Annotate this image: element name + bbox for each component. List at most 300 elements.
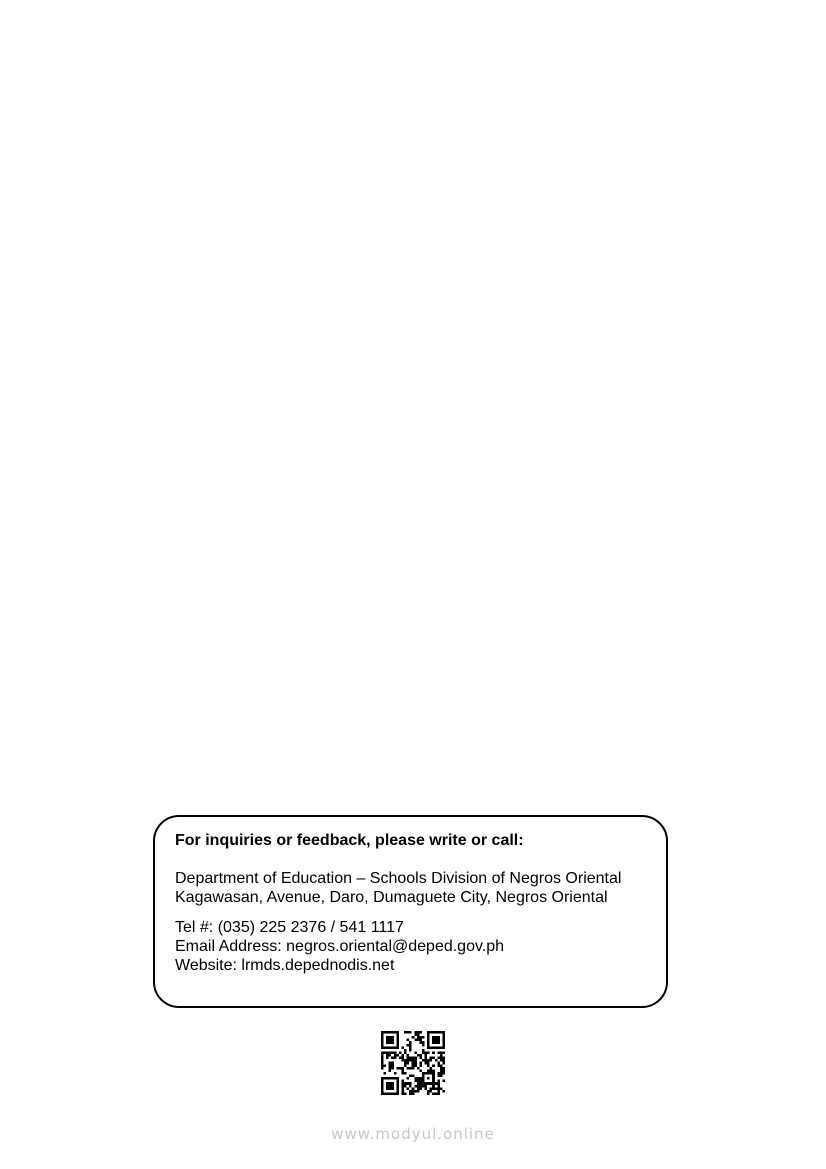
- qr-module: [381, 1080, 384, 1083]
- qr-module: [396, 1046, 399, 1049]
- qr-module: [404, 1059, 407, 1062]
- qr-module: [412, 1067, 415, 1070]
- qr-module: [391, 1039, 394, 1042]
- qr-module: [396, 1090, 399, 1093]
- qr-module: [409, 1049, 412, 1052]
- qr-module: [419, 1054, 422, 1057]
- qr-module: [422, 1059, 425, 1062]
- qr-module: [384, 1077, 387, 1080]
- qr-module: [437, 1051, 440, 1054]
- qr-module: [442, 1034, 445, 1037]
- qr-module: [389, 1064, 392, 1067]
- qr-module: [430, 1082, 433, 1085]
- qr-module: [435, 1092, 438, 1095]
- qr-module: [437, 1064, 440, 1067]
- qr-module: [440, 1051, 443, 1054]
- qr-module: [386, 1054, 389, 1057]
- qr-module: [412, 1087, 415, 1090]
- qr-module: [386, 1051, 389, 1054]
- qr-module: [412, 1057, 415, 1060]
- qr-module: [407, 1087, 410, 1090]
- qr-module: [425, 1057, 428, 1060]
- qr-module: [396, 1034, 399, 1037]
- qr-module: [412, 1075, 415, 1078]
- qr-module: [381, 1085, 384, 1088]
- qr-module: [401, 1080, 404, 1083]
- qr-module: [427, 1059, 430, 1062]
- qr-module: [442, 1046, 445, 1049]
- qr-module: [386, 1082, 389, 1085]
- qr-module: [419, 1069, 422, 1072]
- qr-module: [394, 1072, 397, 1075]
- qr-module: [432, 1064, 435, 1067]
- qr-module: [427, 1034, 430, 1037]
- qr-module: [435, 1059, 438, 1062]
- qr-module: [409, 1082, 412, 1085]
- qr-module: [396, 1067, 399, 1070]
- qr-module: [381, 1092, 384, 1095]
- qr-module: [414, 1090, 417, 1093]
- qr-module: [381, 1039, 384, 1042]
- qr-module: [396, 1085, 399, 1088]
- contact-details: [175, 918, 646, 975]
- qr-module: [432, 1046, 435, 1049]
- qr-module: [437, 1046, 440, 1049]
- qr-module: [437, 1039, 440, 1042]
- qr-module: [394, 1051, 397, 1054]
- qr-module: [381, 1062, 384, 1065]
- qr-module: [396, 1082, 399, 1085]
- qr-module: [391, 1082, 394, 1085]
- qr-module: [389, 1077, 392, 1080]
- qr-module: [422, 1077, 425, 1080]
- qr-module: [435, 1041, 438, 1044]
- qr-module: [386, 1031, 389, 1034]
- qr-module: [386, 1036, 389, 1039]
- qr-module: [391, 1062, 394, 1065]
- qr-module: [407, 1031, 410, 1034]
- qr-module: [432, 1092, 435, 1095]
- qr-module: [417, 1054, 420, 1057]
- qr-module: [442, 1036, 445, 1039]
- qr-module: [440, 1046, 443, 1049]
- qr-module: [401, 1059, 404, 1062]
- qr-module: [396, 1092, 399, 1095]
- qr-module: [409, 1041, 412, 1044]
- qr-module: [417, 1039, 420, 1042]
- qr-module: [389, 1046, 392, 1049]
- qr-module: [419, 1087, 422, 1090]
- qr-module: [409, 1044, 412, 1047]
- qr-module: [401, 1090, 404, 1093]
- office-name: Department of Education – Schools Division of Negros Oriental: [175, 870, 622, 887]
- qr-module: [430, 1072, 433, 1075]
- qr-module: [417, 1080, 420, 1083]
- qr-module: [381, 1064, 384, 1067]
- qr-module: [437, 1062, 440, 1065]
- qr-module: [404, 1082, 407, 1085]
- qr-module: [396, 1031, 399, 1034]
- qr-module: [401, 1082, 404, 1085]
- qr-module: [419, 1031, 422, 1034]
- qr-module: [417, 1087, 420, 1090]
- qr-module: [430, 1069, 433, 1072]
- qr-module: [432, 1072, 435, 1075]
- qr-module: [389, 1031, 392, 1034]
- qr-module: [419, 1041, 422, 1044]
- qr-module: [440, 1067, 443, 1070]
- qr-module: [432, 1036, 435, 1039]
- qr-module: [432, 1041, 435, 1044]
- qr-module: [425, 1059, 428, 1062]
- qr-module: [412, 1064, 415, 1067]
- qr-module: [407, 1054, 410, 1057]
- qr-module: [396, 1041, 399, 1044]
- qr-module: [440, 1075, 443, 1078]
- qr-module: [384, 1092, 387, 1095]
- qr-module: [407, 1059, 410, 1062]
- qr-module: [432, 1085, 435, 1088]
- qr-module: [407, 1077, 410, 1080]
- qr-module: [425, 1054, 428, 1057]
- office-block: [175, 869, 646, 907]
- qr-module: [419, 1080, 422, 1083]
- qr-module: [396, 1087, 399, 1090]
- qr-module: [422, 1036, 425, 1039]
- qr-module: [437, 1087, 440, 1090]
- qr-module: [389, 1062, 392, 1065]
- qr-module: [430, 1031, 433, 1034]
- qr-module: [407, 1082, 410, 1085]
- qr-module: [419, 1057, 422, 1060]
- qr-module: [381, 1034, 384, 1037]
- qr-module: [381, 1046, 384, 1049]
- qr-module: [427, 1090, 430, 1093]
- qr-module: [432, 1087, 435, 1090]
- qr-module: [432, 1075, 435, 1078]
- website-line: Website: lrmds.depednodis.net: [175, 957, 395, 974]
- qr-module: [381, 1087, 384, 1090]
- qr-module: [396, 1080, 399, 1083]
- qr-module: [430, 1087, 433, 1090]
- qr-module: [440, 1072, 443, 1075]
- qr-module: [437, 1090, 440, 1093]
- qr-module: [432, 1080, 435, 1083]
- qr-module: [417, 1031, 420, 1034]
- qr-module: [391, 1085, 394, 1088]
- qr-module: [440, 1031, 443, 1034]
- qr-module: [412, 1059, 415, 1062]
- qr-module: [386, 1085, 389, 1088]
- contact-heading: For inquiries or feedback, please write or call:: [175, 832, 524, 849]
- qr-module: [437, 1085, 440, 1088]
- qr-module: [442, 1062, 445, 1065]
- telephone-line: Tel #: (035) 225 2376 / 541 1117: [175, 919, 404, 936]
- qr-module: [389, 1054, 392, 1057]
- qr-module: [440, 1057, 443, 1060]
- qr-module: [437, 1041, 440, 1044]
- qr-module: [414, 1051, 417, 1054]
- qr-code-graphic: [381, 1031, 445, 1095]
- qr-module: [442, 1059, 445, 1062]
- qr-module: [381, 1057, 384, 1060]
- qr-module: [404, 1062, 407, 1065]
- qr-module: [442, 1069, 445, 1072]
- qr-module: [430, 1057, 433, 1060]
- qr-module: [404, 1049, 407, 1052]
- qr-module: [425, 1051, 428, 1054]
- qr-module: [422, 1075, 425, 1078]
- qr-module: [381, 1090, 384, 1093]
- qr-module: [427, 1092, 430, 1095]
- qr-module: [414, 1031, 417, 1034]
- qr-module: [419, 1039, 422, 1042]
- qr-module: [401, 1072, 404, 1075]
- qr-module: [391, 1087, 394, 1090]
- qr-module: [381, 1067, 384, 1070]
- office-address: Kagawasan, Avenue, Daro, Dumaguete City, Negros Oriental: [175, 889, 608, 906]
- qr-module: [412, 1090, 415, 1093]
- qr-module: [401, 1092, 404, 1095]
- qr-module: [389, 1067, 392, 1070]
- qr-module: [391, 1077, 394, 1080]
- contact-box: [153, 815, 668, 1008]
- qr-module: [391, 1031, 394, 1034]
- qr-module: [381, 1036, 384, 1039]
- qr-module: [417, 1085, 420, 1088]
- qr-module: [381, 1059, 384, 1062]
- qr-module: [417, 1034, 420, 1037]
- qr-module: [407, 1039, 410, 1042]
- qr-module: [384, 1046, 387, 1049]
- qr-module: [391, 1064, 394, 1067]
- qr-module: [414, 1080, 417, 1083]
- qr-module: [401, 1087, 404, 1090]
- qr-module: [401, 1046, 404, 1049]
- qr-module: [414, 1057, 417, 1060]
- qr-module: [422, 1085, 425, 1088]
- qr-module: [409, 1090, 412, 1093]
- qr-module: [389, 1051, 392, 1054]
- qr-module: [427, 1072, 430, 1075]
- qr-module: [417, 1082, 420, 1085]
- qr-module: [389, 1085, 392, 1088]
- qr-module: [430, 1046, 433, 1049]
- qr-module: [422, 1051, 425, 1054]
- qr-module: [381, 1041, 384, 1044]
- qr-module: [427, 1062, 430, 1065]
- qr-module: [407, 1062, 410, 1065]
- qr-module: [437, 1082, 440, 1085]
- qr-module: [399, 1051, 402, 1054]
- qr-module: [435, 1031, 438, 1034]
- qr-module: [425, 1082, 428, 1085]
- qr-module: [435, 1039, 438, 1042]
- qr-module: [437, 1036, 440, 1039]
- qr-module: [407, 1057, 410, 1060]
- qr-module: [432, 1082, 435, 1085]
- qr-module: [440, 1064, 443, 1067]
- qr-module: [394, 1057, 397, 1060]
- qr-module: [442, 1057, 445, 1060]
- qr-module: [414, 1064, 417, 1067]
- qr-module: [409, 1075, 412, 1078]
- qr-module: [381, 1054, 384, 1057]
- qr-module: [422, 1082, 425, 1085]
- qr-module: [432, 1031, 435, 1034]
- qr-module: [409, 1031, 412, 1034]
- qr-module: [384, 1051, 387, 1054]
- qr-module: [427, 1051, 430, 1054]
- qr-module: [440, 1054, 443, 1057]
- qr-module: [409, 1085, 412, 1088]
- qr-module: [391, 1036, 394, 1039]
- qr-module: [412, 1062, 415, 1065]
- qr-module: [437, 1092, 440, 1095]
- qr-module: [442, 1044, 445, 1047]
- qr-module: [396, 1044, 399, 1047]
- qr-module: [430, 1090, 433, 1093]
- qr-module: [399, 1057, 402, 1060]
- qr-module: [425, 1072, 428, 1075]
- qr-module: [407, 1044, 410, 1047]
- qr-module: [389, 1082, 392, 1085]
- qr-module: [396, 1077, 399, 1080]
- qr-module: [427, 1031, 430, 1034]
- qr-module: [391, 1067, 394, 1070]
- qr-module: [437, 1075, 440, 1078]
- qr-module: [425, 1087, 428, 1090]
- qr-module: [425, 1085, 428, 1088]
- qr-module: [422, 1049, 425, 1052]
- qr-module: [427, 1046, 430, 1049]
- qr-module: [401, 1069, 404, 1072]
- qr-module: [435, 1046, 438, 1049]
- qr-module: [389, 1069, 392, 1072]
- qr-module: [414, 1039, 417, 1042]
- qr-module: [414, 1077, 417, 1080]
- qr-module: [409, 1059, 412, 1062]
- qr-module: [404, 1031, 407, 1034]
- qr-module: [437, 1080, 440, 1083]
- qr-module: [384, 1031, 387, 1034]
- qr-module: [427, 1036, 430, 1039]
- qr-module: [437, 1031, 440, 1034]
- qr-module: [432, 1051, 435, 1054]
- qr-module: [422, 1041, 425, 1044]
- qr-module: [401, 1057, 404, 1060]
- qr-module: [409, 1057, 412, 1060]
- qr-module: [427, 1039, 430, 1042]
- qr-module: [412, 1092, 415, 1095]
- qr-module: [381, 1051, 384, 1054]
- qr-module: [442, 1051, 445, 1054]
- qr-module: [432, 1077, 435, 1080]
- qr-module: [435, 1036, 438, 1039]
- qr-module: [401, 1054, 404, 1057]
- qr-module: [422, 1044, 425, 1047]
- qr-module: [430, 1059, 433, 1062]
- qr-module: [440, 1069, 443, 1072]
- qr-module: [394, 1031, 397, 1034]
- qr-module: [384, 1064, 387, 1067]
- qr-module: [394, 1092, 397, 1095]
- qr-module: [432, 1057, 435, 1060]
- qr-module: [386, 1077, 389, 1080]
- qr-module: [394, 1046, 397, 1049]
- qr-module: [414, 1034, 417, 1037]
- qr-module: [391, 1046, 394, 1049]
- qr-module: [414, 1085, 417, 1088]
- qr-module: [417, 1077, 420, 1080]
- qr-module: [427, 1082, 430, 1085]
- qr-module: [440, 1087, 443, 1090]
- qr-module: [396, 1036, 399, 1039]
- qr-module: [427, 1064, 430, 1067]
- qr-module: [386, 1041, 389, 1044]
- qr-module: [409, 1092, 412, 1095]
- qr-module: [435, 1082, 438, 1085]
- qr-module: [386, 1092, 389, 1095]
- qr-module: [422, 1080, 425, 1083]
- qr-module: [394, 1054, 397, 1057]
- qr-module: [381, 1031, 384, 1034]
- qr-module: [389, 1092, 392, 1095]
- qr-module: [386, 1057, 389, 1060]
- qr-module: [391, 1051, 394, 1054]
- qr-module: [437, 1057, 440, 1060]
- qr-module: [386, 1046, 389, 1049]
- qr-module: [442, 1039, 445, 1042]
- qr-module: [419, 1036, 422, 1039]
- qr-module: [391, 1092, 394, 1095]
- qr-module: [391, 1041, 394, 1044]
- qr-module: [440, 1059, 443, 1062]
- qr-module: [407, 1067, 410, 1070]
- qr-module: [442, 1031, 445, 1034]
- qr-module: [442, 1090, 445, 1093]
- qr-module: [386, 1087, 389, 1090]
- qr-module: [389, 1036, 392, 1039]
- qr-module: [409, 1067, 412, 1070]
- qr-module: [442, 1072, 445, 1075]
- qr-module: [394, 1077, 397, 1080]
- qr-module: [409, 1046, 412, 1049]
- qr-module: [425, 1062, 428, 1065]
- qr-module: [432, 1039, 435, 1042]
- qr-module: [427, 1044, 430, 1047]
- qr-module: [384, 1072, 387, 1075]
- qr-module: [442, 1041, 445, 1044]
- qr-module: [389, 1087, 392, 1090]
- qr-module: [427, 1041, 430, 1044]
- qr-module: [432, 1069, 435, 1072]
- qr-module: [442, 1067, 445, 1070]
- qr-module: [419, 1082, 422, 1085]
- qr-module: [381, 1044, 384, 1047]
- qr-module: [386, 1039, 389, 1042]
- qr-module: [401, 1067, 404, 1070]
- watermark-text: www.modyul.online: [331, 1125, 495, 1143]
- qr-module: [404, 1051, 407, 1054]
- qr-module: [419, 1085, 422, 1088]
- qr-module: [404, 1092, 407, 1095]
- qr-module: [404, 1085, 407, 1088]
- qr-module: [417, 1067, 420, 1070]
- qr-module: [389, 1039, 392, 1042]
- qr-module: [381, 1077, 384, 1080]
- email-line: Email Address: negros.oriental@deped.gov.ph: [175, 938, 505, 955]
